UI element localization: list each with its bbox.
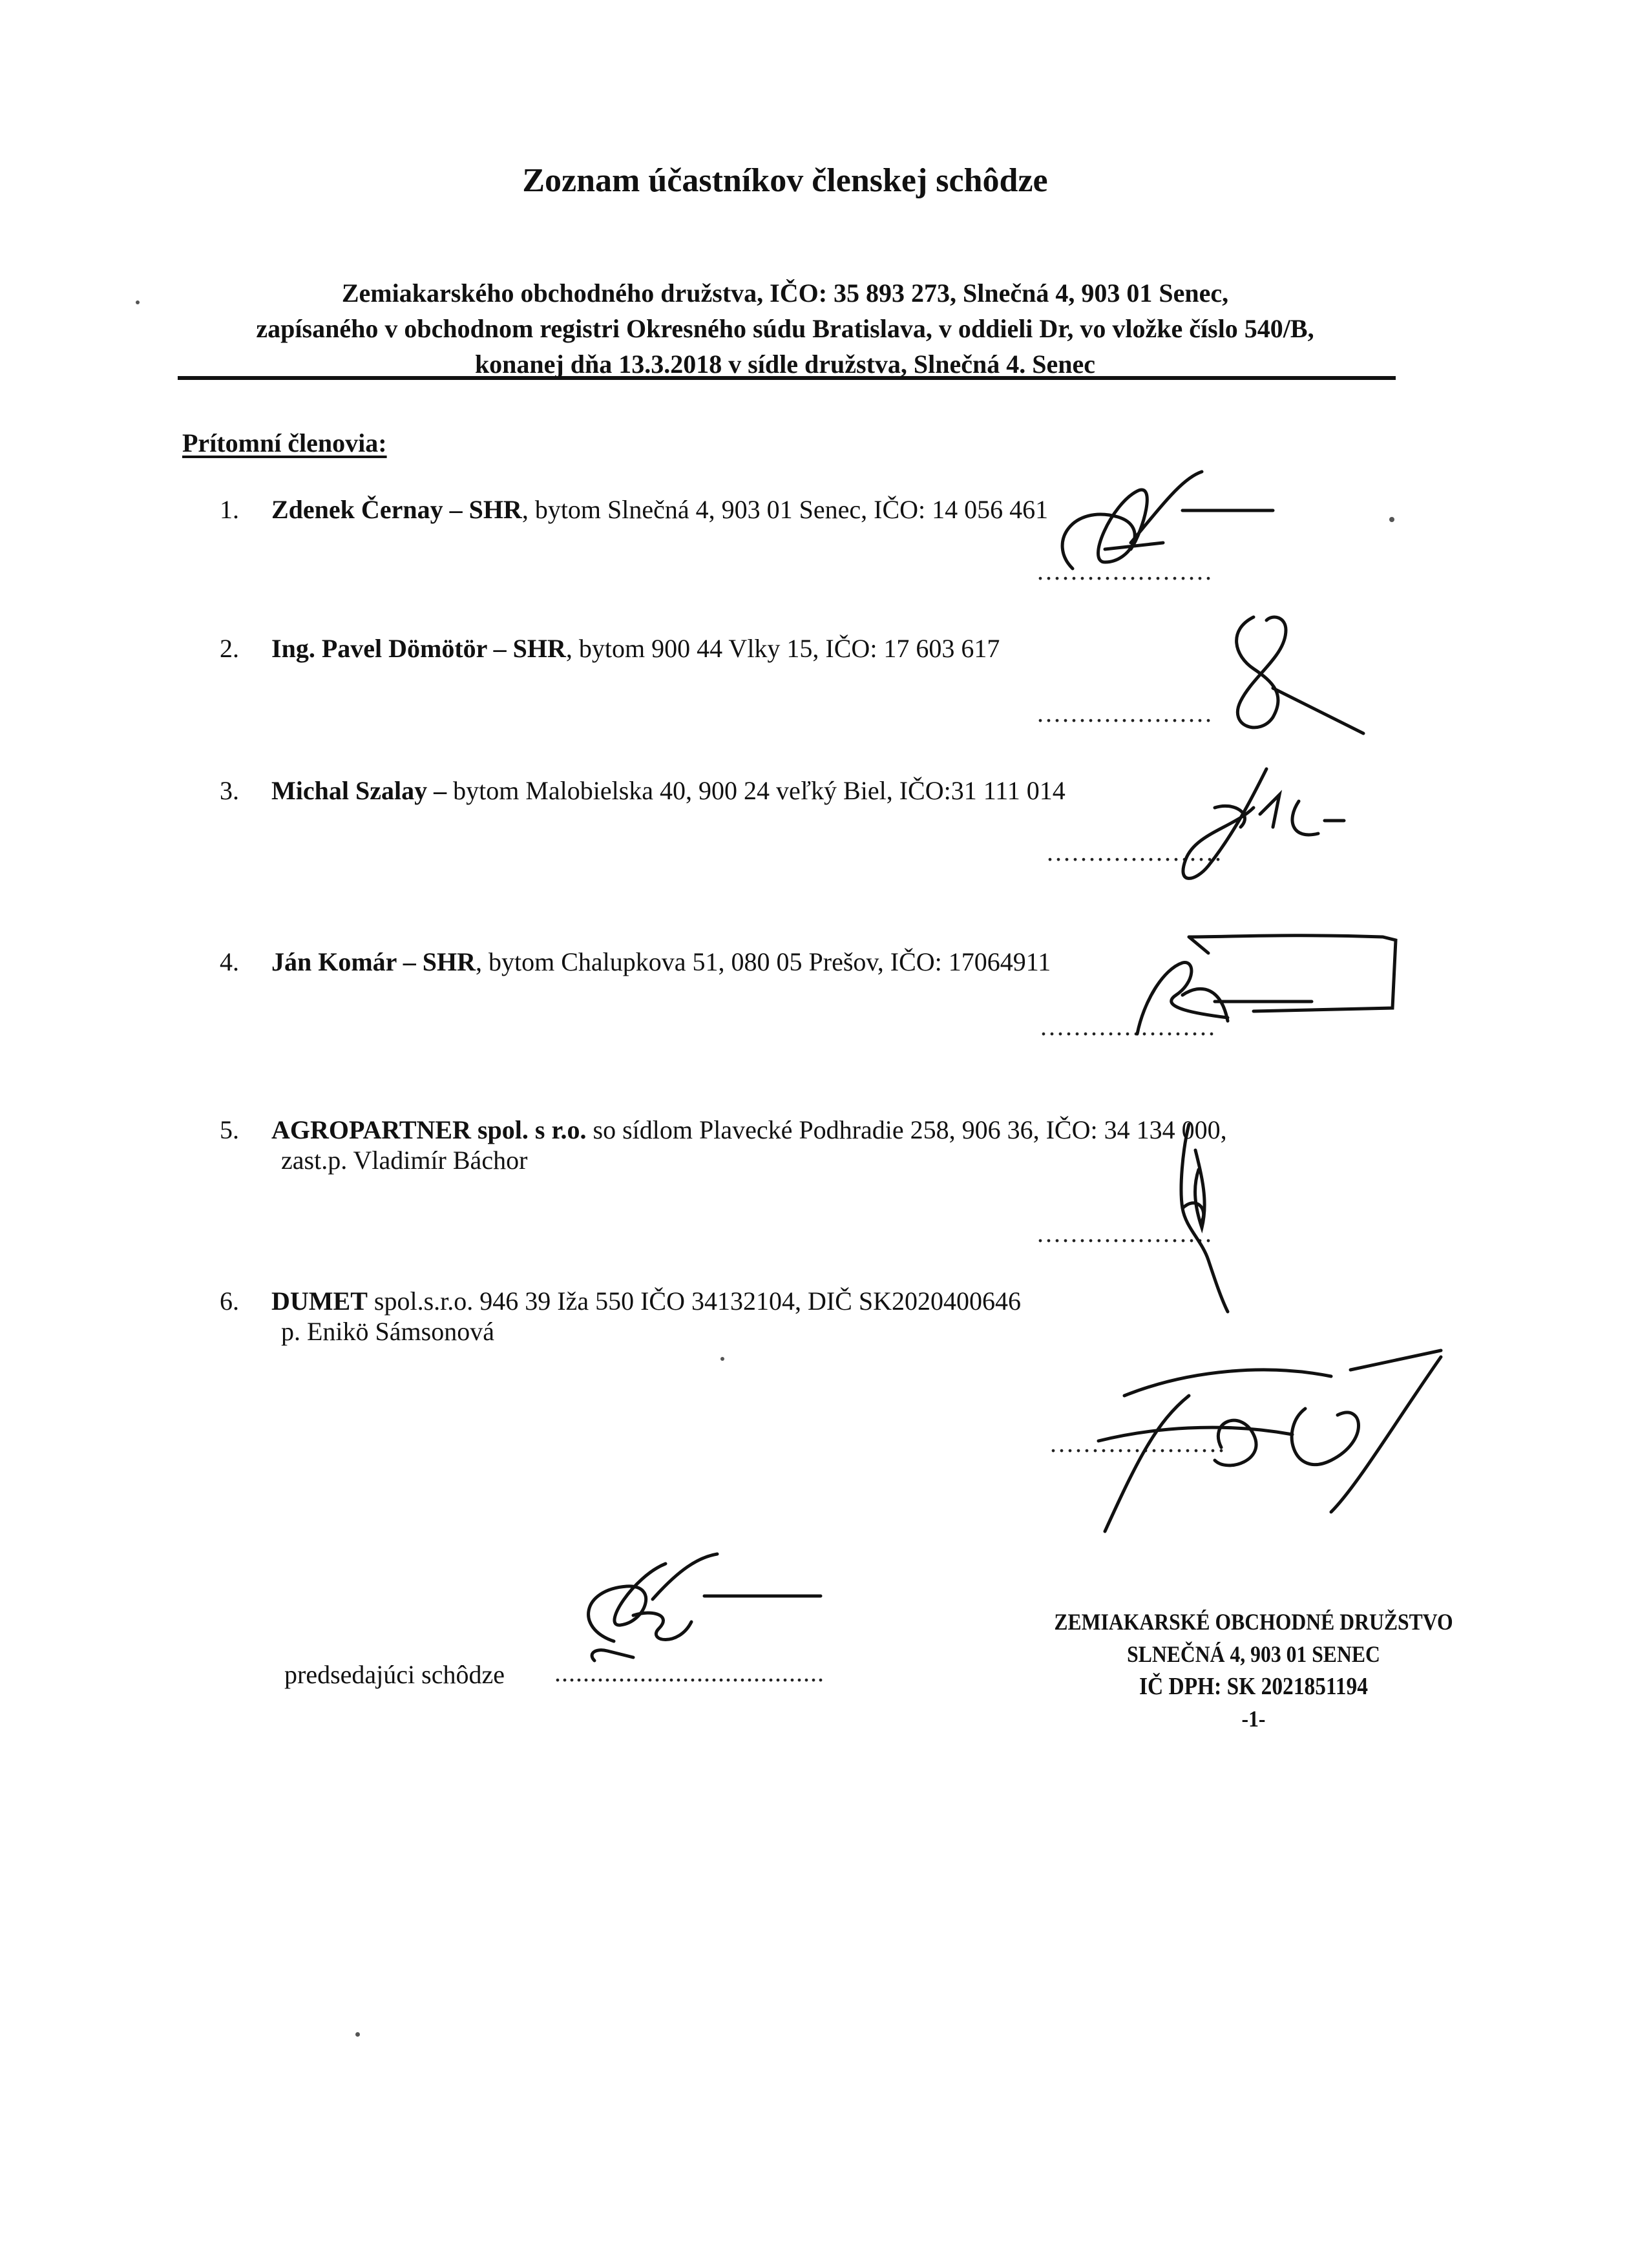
members-heading: Prítomní členovia: [182, 428, 387, 457]
scan-speck [355, 2032, 360, 2037]
signature-5 [1157, 1111, 1260, 1318]
member-number: 5. [220, 1115, 239, 1144]
cooperative-info-line-3: konanej dňa 13.3.2018 v sídle družstva, Slnečná 4. Senec [474, 350, 1096, 379]
member-representative: zast.p. Vladimír Báchor [281, 1146, 528, 1175]
signature-3 [1124, 756, 1357, 892]
member-number: 1. [220, 495, 239, 524]
member-number: 3. [220, 776, 239, 805]
chair-signature-line: ...................................... [554, 1658, 824, 1687]
signature-2 [1215, 611, 1370, 740]
member-number: 4. [220, 947, 239, 976]
member-5 [220, 1115, 1447, 1175]
member-details: so sídlom Plavecké Podhradie 258, 906 36, IČO: 34 134 000, [586, 1115, 1227, 1144]
cooperative-stamp [1038, 1606, 1470, 1735]
member-6 [220, 1286, 1447, 1347]
member-name: Ján Komár – SHR [271, 947, 476, 976]
signature-line-4: ..................... [1040, 1012, 1217, 1041]
chair-signature [549, 1551, 834, 1699]
signature-line-1: ..................... [1037, 556, 1213, 585]
member-details: , bytom Chalupkova 51, 080 05 Prešov, IČO: 17064911 [475, 947, 1051, 976]
scan-speck [136, 300, 140, 304]
signature-line-3: ..................... [1047, 837, 1223, 866]
signature-line-6: ..................... [1050, 1429, 1226, 1458]
cooperative-info-line-1: Zemiakarského obchodného družstva, IČO: 35 893 273, Slnečná 4, 903 01 Senec, [341, 278, 1229, 308]
signature-1 [1034, 465, 1279, 594]
header-divider [178, 376, 1396, 380]
member-number: 6. [220, 1286, 239, 1316]
member-name: Michal Szalay – [271, 776, 447, 805]
member-details: , bytom 900 44 Vlky 15, IČO: 17 603 617 [565, 634, 1000, 663]
member-number: 2. [220, 634, 239, 663]
member-name: AGROPARTNER spol. s r.o. [271, 1115, 587, 1144]
signature-line-2: ..................... [1037, 698, 1213, 728]
stamp-line-2: SLNEČNÁ 4, 903 01 SENEC [1127, 1641, 1380, 1667]
signature-4 [1098, 924, 1409, 1040]
member-name: Ing. Pavel Dömötör – SHR [271, 634, 566, 663]
member-details: , bytom Slnečná 4, 903 01 Senec, IČO: 14 056 461 [521, 495, 1049, 524]
member-representative: p. Enikö Sámsonová [281, 1317, 494, 1346]
scan-speck [1389, 517, 1394, 522]
chair-label: predsedajúci schôdze [284, 1660, 505, 1689]
scan-speck [720, 1357, 724, 1361]
member-name: DUMET [271, 1286, 368, 1316]
member-name: Zdenek Černay – SHR [271, 495, 522, 524]
document-title: Zoznam účastníkov členskej schôdze [522, 162, 1048, 199]
member-details: bytom Malobielska 40, 900 24 veľký Biel, IČO:31 111 014 [446, 776, 1066, 805]
page-number: -1- [1241, 1706, 1266, 1732]
stamp-line-1: ZEMIAKARSKÉ OBCHODNÉ DRUŽSTVO [1054, 1609, 1453, 1635]
cooperative-info-line-2: zapísaného v obchodnom registri Okresného súdu Bratislava, v oddieli Dr, vo vložke číslo 540/B, [256, 314, 1314, 343]
stamp-line-3: IČ DPH: SK 2021851194 [1139, 1673, 1368, 1700]
signature-6 [1060, 1344, 1460, 1538]
member-details: spol.s.r.o. 946 39 Iža 550 IČO 34132104, DIČ SK2020400646 [367, 1286, 1021, 1316]
signature-line-5: ..................... [1037, 1219, 1213, 1248]
